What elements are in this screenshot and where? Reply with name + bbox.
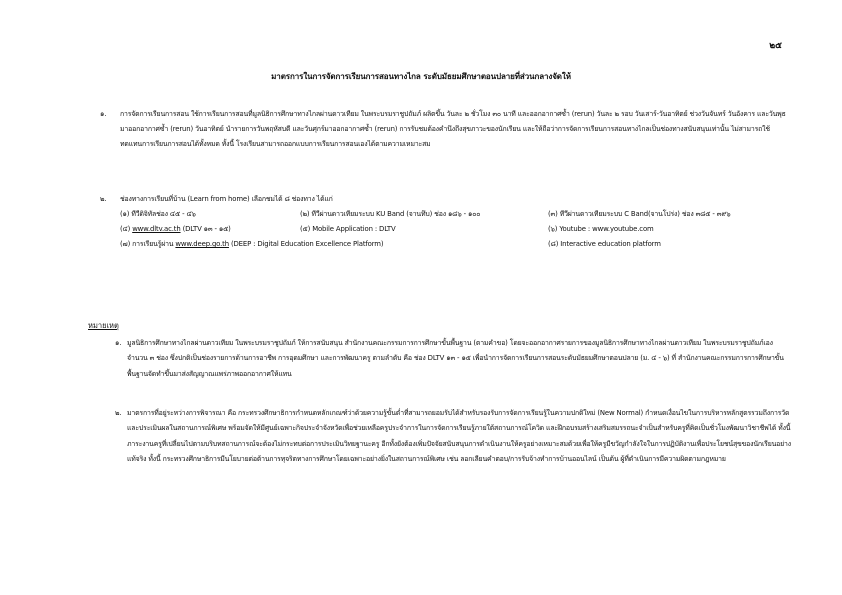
item-2-heading: ช่องทางการเรียนที่บ้าน (Learn from home) เลือกชมได้ ๘ ช่องทาง ได้แก่ [120, 195, 333, 203]
channel-5-text: Mobile Application : DLTV [312, 225, 396, 233]
channel-6-number: (๖) [548, 225, 560, 233]
item-1-learning-management [100, 107, 790, 179]
channel-7-number: (๗) [120, 240, 133, 248]
channel-8-text: Interactive education platform [560, 240, 661, 248]
channel-4 [120, 222, 231, 237]
channel-1-number: (๑) [120, 210, 132, 218]
channel-2-text: ทีวีผ่านดาวเทียมระบบ KU Band (จานทึบ) ช่อง ๑๘๖ - ๑๐๐ [311, 210, 481, 218]
channel-6 [548, 222, 654, 237]
page-number: ๒๕ [769, 41, 782, 51]
document-title: มาตรการในการจัดการเรียนการสอนทางไกล ระดับมัธยมศึกษาตอนปลายที่ส่วนกลางจัดให้ [271, 72, 571, 81]
channel-4-suffix: (DLTV ๑๓ - ๑๕) [180, 225, 231, 233]
channel-6-text: Youtube : www.youtube.com [559, 225, 654, 233]
item-2-number: ๒. [100, 195, 107, 203]
deep-link[interactable]: www.deep.go.th [175, 240, 229, 248]
channel-8-number: (๘) [548, 240, 561, 248]
channel-1-text: ทีวีดิจิทัลช่อง ๔๕ - ๔๖ [131, 210, 196, 218]
channel-4-number: (๔) [120, 225, 133, 233]
channel-7-suffix: (DEEP : Digital Education Excellence Platform) [228, 240, 384, 248]
note-1 [115, 336, 792, 416]
channel-row-1 [120, 207, 786, 222]
item-1-text: การจัดการเรียนการสอน ใช้การเรียนการสอนที่มูลนิธิการศึกษาทางไกลผ่านดาวเทียม ในพระบรมราชูปถัมภ์ ผลิตขึ้น วันละ ๒ ชั่วโมง ๓๐ นาที และออกอากาศซ้ำ (rerun) วันละ ๒ รอบ วันเสาร์-วันอาทิตย์ ช่วงวันจันทร์ วันอังคาร และวันพุธมาออกอากาศซ้ำ (rerun) วันอาทิตย์ นำรายการวันพฤหัสบดี และวันศุกร์มาออกอากาศซ้ำ (rerun) การรับชมต้องคำนึงถึงสุขภาวะของนักเรียน และให้ถือว่าการจัดการเรียนการสอนทางไกลเป็นช่องทางสนับสนุนเท่านั้น ไม่สามารถใช้ทดแทนการเรียนการสอนได้ทั้งหมด ทั้งนี้ โรงเรียนสามารถออกแบบการเรียนการสอนเองได้ตามความเหมาะสม [120, 110, 786, 148]
note-1-number: ๑. [115, 339, 122, 347]
channel-7-text: การเรียนรู้ผ่าน [132, 240, 176, 248]
item-2-learn-from-home-channels [100, 192, 790, 264]
channel-5-number: (๕) [300, 225, 313, 233]
notes-heading: หมายเหตุ [88, 321, 119, 330]
channel-8 [548, 237, 661, 252]
note-2-text: มาตรการที่อยู่ระหว่างการพิจารณา คือ กระทรวงศึกษาธิการกำหนดหลักเกณฑ์ว่าด้วยความรู้ขั้นต่ำที่สามารถยอมรับได้สำหรับรองรับการจัดการเรียนรู้ในความปกติใหม่ (New Normal) กำหนดเงื่อนไขในการบริหารหลักสูตรรวมถึงการวัดและประเมินผลในสถานการณ์พิเศษ พร้อมจัดให้มีศูนย์เฉพาะกิจประจำจังหวัดเพื่อช่วยเหลือครูประจำการในการจัดการเรียนรู้ภายใต้สถานการณ์โควิด และฝึกอบรมสร้างเสริมสมรรถนะจำเป็นสำหรับครูที่คิดเป็นชั่วโมงพัฒนาวิชาชีพได้ ทั้งนี้ ภาระงานครูที่เปลี่ยนไปตามบริบทสถานการณ์จะต้องไม่กระทบต่อการประเมินวิทยฐานะครู อีกทั้งยังต้องเพิ่มปัจจัยสนับสนุนการดำเนินงานให้ครูอย่างเหมาะสมด้วยเพื่อให้ครูมีขวัญกำลังใจในการปฏิบัติงานเพื่อประโยชน์สุขของนักเรียนอย่างแท้จริง ทั้งนี้ กระทรวงศึกษาธิการมีนโยบายต่อต้านการทุจริตทางการศึกษาโดยเฉพาะอย่างยิ่งในสถานการณ์พิเศษ เช่น ลอกเลียนคำตอบ/การรับจ้างทำการบ้านออนไลน์ เป็นต้น ผู้ที่ดำเนินการมีความผิดตามกฎหมาย [127, 409, 791, 463]
channel-5 [300, 222, 396, 237]
channel-row-2 [120, 222, 786, 237]
channel-1 [120, 207, 196, 222]
channel-3 [548, 207, 730, 222]
dltv-link[interactable]: www.dltv.ac.th [132, 225, 181, 233]
channel-2 [300, 207, 480, 222]
channel-row-3 [120, 237, 786, 252]
note-1-text: มูลนิธิการศึกษาทางไกลผ่านดาวเทียม ในพระบรมราชูปถัมภ์ ให้การสนับสนุน สำนักงานคณะกรรมการการศึกษาขั้นพื้นฐาน (ตามคำขอ) โดยจะออกอากาศรายการของมูลนิธิการศึกษาทางไกลผ่านดาวเทียม ในพระบรมราชูปถัมภ์เอง จำนวน ๓ ช่อง ซึ่งปกติเป็นช่องรายการด้านการอาชีพ การอุดมศึกษา และการพัฒนาครู ตามลำดับ คือ ช่อง DLTV ๑๓ - ๑๕ เพื่อนำการจัดการเรียนการสอนระดับมัธยมศึกษาตอนปลาย (ม. ๔ - ๖) ที่ สำนักงานคณะกรรมการการศึกษาขั้นพื้นฐานจัดทำขึ้นมาส่งสัญญาณแพร่ภาพออกอากาศให้แทน [127, 339, 784, 378]
note-2-number: ๒. [115, 409, 122, 417]
note-2 [115, 406, 792, 546]
item-1-number: ๑. [100, 110, 107, 118]
channel-7 [120, 237, 383, 252]
channel-2-number: (๒) [300, 210, 312, 218]
channel-3-text: ทีวีผ่านดาวเทียมระบบ C Band(จานโปร่ง) ช่อง ๓๘๕ - ๓๙๖ [559, 210, 731, 218]
channel-3-number: (๓) [548, 210, 560, 218]
